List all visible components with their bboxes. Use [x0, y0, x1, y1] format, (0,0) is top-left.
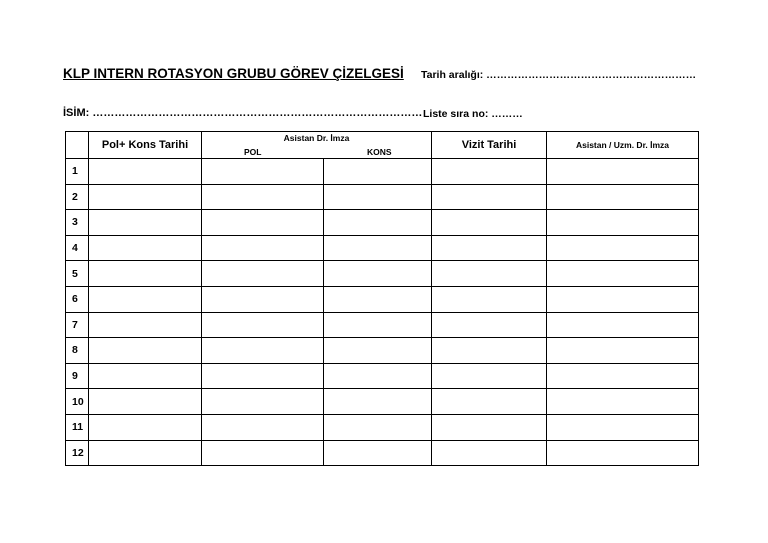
row-number: 8 — [66, 338, 89, 364]
uzm-imza-cell[interactable] — [547, 389, 699, 415]
pol-kons-date-cell[interactable] — [89, 210, 202, 236]
uzm-imza-cell[interactable] — [547, 159, 699, 185]
row-number: 11 — [66, 414, 89, 440]
kons-imza-cell[interactable] — [324, 389, 432, 415]
vizit-date-cell[interactable] — [432, 338, 547, 364]
row-number: 7 — [66, 312, 89, 338]
header-sub-kons: KONS — [367, 147, 392, 157]
kons-imza-cell[interactable] — [324, 414, 432, 440]
uzm-imza-cell[interactable] — [547, 235, 699, 261]
pol-kons-date-cell[interactable] — [89, 312, 202, 338]
vizit-date-cell[interactable] — [432, 312, 547, 338]
duty-schedule-table — [65, 131, 699, 466]
header-vizit-date: Vizit Tarihi — [432, 132, 547, 159]
pol-imza-cell[interactable] — [202, 440, 324, 466]
pol-imza-cell[interactable] — [202, 159, 324, 185]
uzm-imza-cell[interactable] — [547, 286, 699, 312]
pol-imza-cell[interactable] — [202, 286, 324, 312]
pol-kons-date-cell[interactable] — [89, 159, 202, 185]
header-pol-kons-date: Pol+ Kons Tarihi — [89, 132, 202, 159]
uzm-imza-cell[interactable] — [547, 440, 699, 466]
list-number-field: Liste sıra no: ……… — [423, 108, 523, 120]
vizit-date-cell[interactable] — [432, 184, 547, 210]
table-row — [66, 184, 699, 210]
table-row — [66, 159, 699, 185]
pol-imza-cell[interactable] — [202, 184, 324, 210]
pol-kons-date-cell[interactable] — [89, 389, 202, 415]
uzm-imza-cell[interactable] — [547, 261, 699, 287]
row-number: 10 — [66, 389, 89, 415]
row-number: 2 — [66, 184, 89, 210]
pol-imza-cell[interactable] — [202, 312, 324, 338]
date-range-field: Tarih aralığı: …………………………………………………… — [421, 69, 697, 81]
kons-imza-cell[interactable] — [324, 286, 432, 312]
table-row — [66, 235, 699, 261]
table-row — [66, 363, 699, 389]
row-number: 1 — [66, 159, 89, 185]
uzm-imza-cell[interactable] — [547, 414, 699, 440]
name-field: İSİM: ……………………………………………………………………………… — [63, 107, 423, 119]
table-row — [66, 312, 699, 338]
pol-imza-cell[interactable] — [202, 261, 324, 287]
vizit-date-cell[interactable] — [432, 159, 547, 185]
header-asistan-imza — [202, 132, 432, 159]
pol-imza-cell[interactable] — [202, 363, 324, 389]
vizit-date-cell[interactable] — [432, 261, 547, 287]
pol-kons-date-cell[interactable] — [89, 286, 202, 312]
row-number: 6 — [66, 286, 89, 312]
uzm-imza-cell[interactable] — [547, 363, 699, 389]
pol-kons-date-cell[interactable] — [89, 235, 202, 261]
pol-kons-date-cell[interactable] — [89, 184, 202, 210]
vizit-date-cell[interactable] — [432, 286, 547, 312]
kons-imza-cell[interactable] — [324, 184, 432, 210]
row-number: 3 — [66, 210, 89, 236]
uzm-imza-cell[interactable] — [547, 184, 699, 210]
table-row — [66, 210, 699, 236]
vizit-date-cell[interactable] — [432, 363, 547, 389]
pol-imza-cell[interactable] — [202, 414, 324, 440]
kons-imza-cell[interactable] — [324, 235, 432, 261]
row-number: 4 — [66, 235, 89, 261]
uzm-imza-cell[interactable] — [547, 338, 699, 364]
pol-kons-date-cell[interactable] — [89, 261, 202, 287]
table-row — [66, 414, 699, 440]
kons-imza-cell[interactable] — [324, 210, 432, 236]
uzm-imza-cell[interactable] — [547, 210, 699, 236]
row-number: 5 — [66, 261, 89, 287]
vizit-date-cell[interactable] — [432, 440, 547, 466]
kons-imza-cell[interactable] — [324, 312, 432, 338]
table-row — [66, 261, 699, 287]
vizit-date-cell[interactable] — [432, 235, 547, 261]
page-title: KLP INTERN ROTASYON GRUBU GÖREV ÇİZELGESİ — [63, 66, 404, 81]
header-number-cell — [66, 132, 89, 159]
row-number: 9 — [66, 363, 89, 389]
kons-imza-cell[interactable] — [324, 338, 432, 364]
row-number: 12 — [66, 440, 89, 466]
pol-imza-cell[interactable] — [202, 389, 324, 415]
header-sub-pol: POL — [244, 147, 262, 157]
kons-imza-cell[interactable] — [324, 363, 432, 389]
kons-imza-cell[interactable] — [324, 159, 432, 185]
table-row — [66, 389, 699, 415]
header-asistan-imza-label: Asistan Dr. İmza — [283, 133, 350, 143]
pol-imza-cell[interactable] — [202, 235, 324, 261]
vizit-date-cell[interactable] — [432, 389, 547, 415]
table-header-row — [66, 132, 699, 159]
pol-imza-cell[interactable] — [202, 210, 324, 236]
table-row — [66, 338, 699, 364]
table-row — [66, 286, 699, 312]
vizit-date-cell[interactable] — [432, 414, 547, 440]
pol-kons-date-cell[interactable] — [89, 440, 202, 466]
vizit-date-cell[interactable] — [432, 210, 547, 236]
pol-kons-date-cell[interactable] — [89, 363, 202, 389]
table-row — [66, 440, 699, 466]
header-asistan-uzm-imza: Asistan / Uzm. Dr. İmza — [547, 132, 699, 159]
kons-imza-cell[interactable] — [324, 261, 432, 287]
pol-kons-date-cell[interactable] — [89, 414, 202, 440]
pol-kons-date-cell[interactable] — [89, 338, 202, 364]
pol-imza-cell[interactable] — [202, 338, 324, 364]
kons-imza-cell[interactable] — [324, 440, 432, 466]
uzm-imza-cell[interactable] — [547, 312, 699, 338]
